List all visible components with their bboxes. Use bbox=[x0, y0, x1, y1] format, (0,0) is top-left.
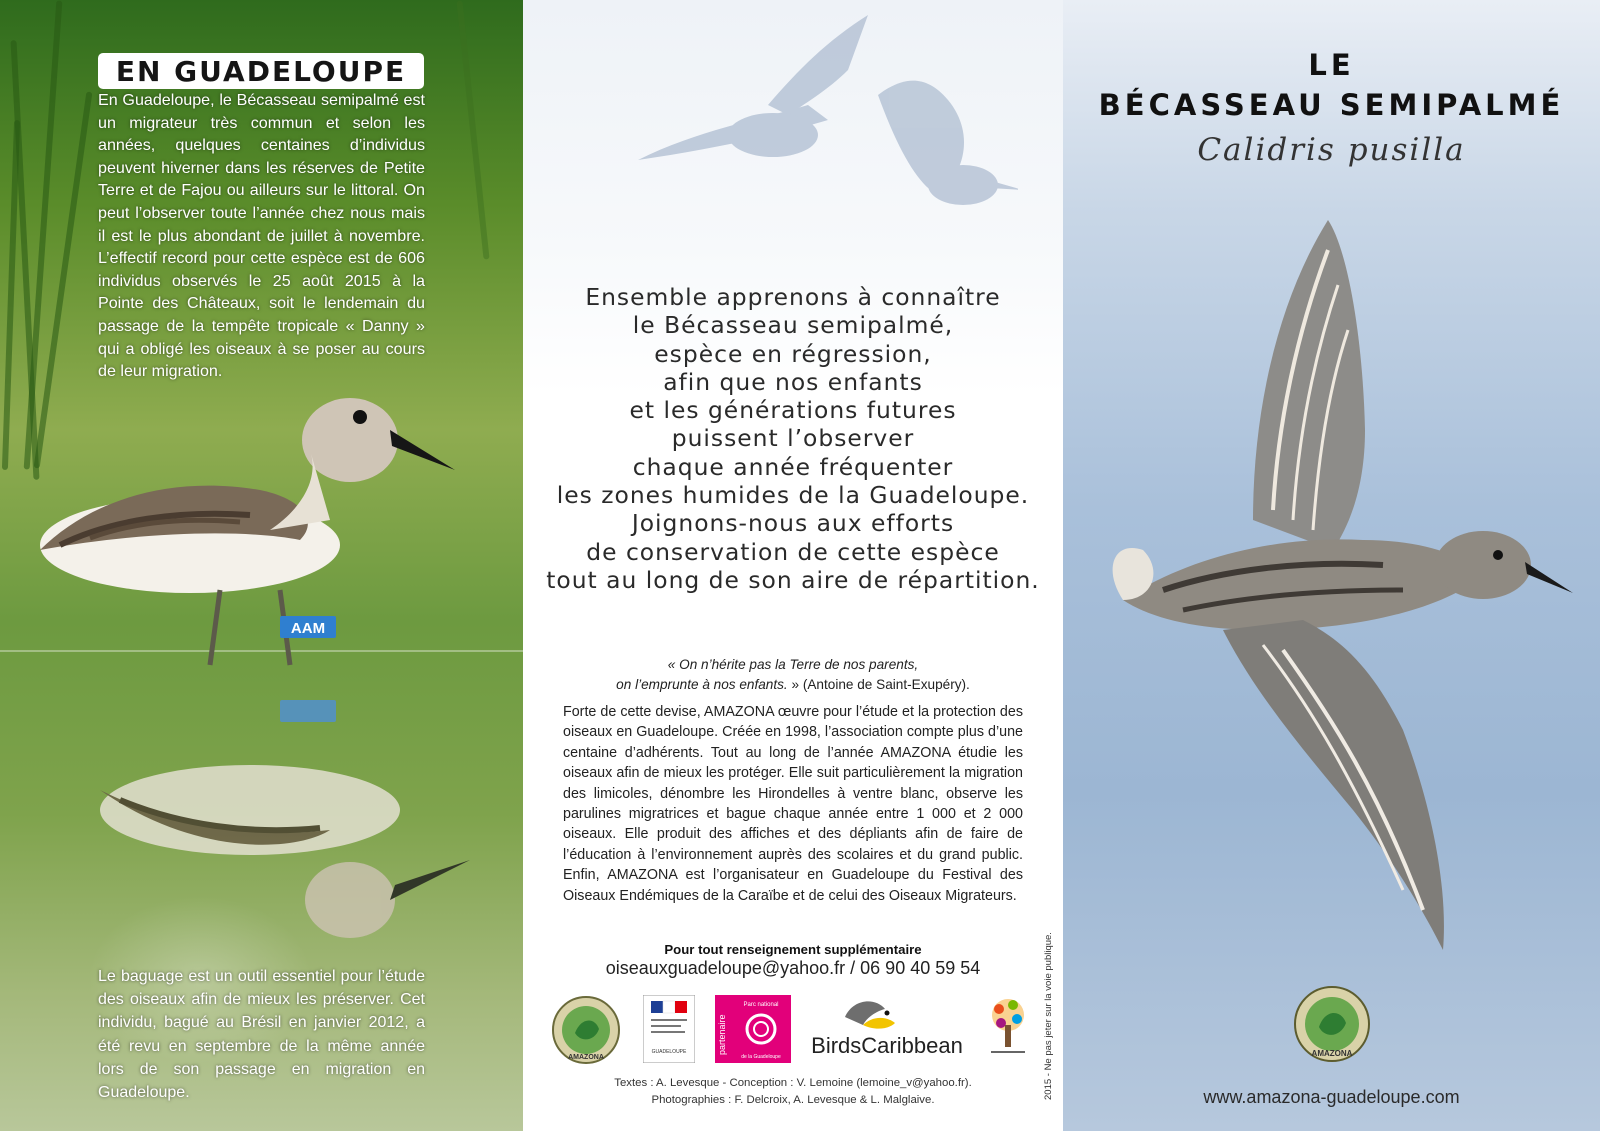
parc-top-text: Parc national bbox=[743, 1002, 779, 1008]
poem-line: Joignons-nous aux efforts bbox=[631, 509, 955, 538]
sandpiper-eye bbox=[1493, 550, 1503, 560]
poem-line: le Bécasseau semipalmé, bbox=[632, 311, 954, 340]
lower-wing bbox=[1223, 620, 1444, 950]
parc-partner-text: partenaire bbox=[717, 1014, 727, 1055]
partner-logos bbox=[543, 995, 1043, 1065]
left-title-box bbox=[98, 53, 424, 89]
ministry-logo bbox=[643, 995, 695, 1063]
left-banding-text: Le baguage est un outil essentiel pour l’étude des oiseaux afin de mieux les préserver. Cet individu, bagué au Brésil en janvier 2012, a été revu en septembre de la même année lors de son passage en migration en Guadeloupe. bbox=[98, 968, 425, 1102]
standing-sandpiper-illustration bbox=[0, 380, 523, 960]
credits-photos: Photographies : F. Delcroix, A. Levesque & L. Malglaive. bbox=[651, 1093, 935, 1106]
poem-line: et les générations futures bbox=[629, 396, 957, 425]
about-amazona: Forte de cette devise, AMAZONA œuvre pour l’étude et la protection des oiseaux en Guadeloupe. Créée en 1998, l’association compte plus d’une centaine d’adhérents. Tout au long de l’année AMAZONA étudie les oiseaux afin de mieux les protéger. Elle suit particulièrement la migration des limicoles, dénombre les Hirondelles à ventre blanc, observe les parulines migratrices et bague chaque année entre 1 000 et 2 000 oiseaux. Elle produit des affiches et des dépliants afin de faire de l’éducation à l’environnement auprès des scolaires et du grand public. Enfin, AMAZONA est l’organisateur en Guadeloupe du Festival des Oiseaux Endémiques de la Caraïbe et de celui des Oiseaux Migrateurs. bbox=[563, 704, 1023, 904]
left-panel bbox=[0, 0, 523, 1131]
birdscaribbean-text: BirdsCaribbean bbox=[811, 1033, 963, 1058]
poem-line: chaque année fréquenter bbox=[632, 452, 954, 481]
amazona-badge-text: AMAZONA bbox=[1311, 1049, 1353, 1058]
amazona-badge bbox=[1293, 985, 1371, 1063]
left-title: EN GUADELOUPE bbox=[115, 55, 407, 88]
poem-line: tout au long de son aire de répartition. bbox=[546, 565, 1040, 594]
amazona-logo bbox=[551, 995, 621, 1065]
poem-line: Ensemble apprenons à connaître bbox=[585, 283, 1001, 311]
sandpiper-leg bbox=[210, 590, 220, 665]
cover-title-species: BÉCASSEAU SEMIPALMÉ bbox=[1098, 88, 1565, 122]
bird-body bbox=[728, 113, 818, 157]
sandpiper-bill bbox=[390, 430, 455, 470]
grass-blade bbox=[456, 0, 489, 259]
parc-national-logo bbox=[715, 995, 791, 1063]
sandpiper-eye bbox=[353, 410, 367, 424]
amazona-logo-text: AMAZONA bbox=[568, 1054, 604, 1061]
quote-attribution: » (Antoine de Saint-Exupéry). bbox=[787, 677, 970, 692]
contact-email-phone[interactable]: oiseauxguadeloupe@yahoo.fr / 06 90 40 59 54 bbox=[605, 958, 981, 978]
right-panel bbox=[1063, 0, 1600, 1131]
band-code: AAM bbox=[290, 620, 326, 637]
poem bbox=[523, 283, 1063, 594]
quote-line-1: « On n’hérite pas la Terre de nos parents, bbox=[667, 657, 919, 672]
parc-bottom-text: de la Guadeloupe bbox=[741, 1054, 781, 1060]
leg-band bbox=[280, 616, 336, 638]
bird-body bbox=[928, 165, 998, 205]
bird-wing bbox=[768, 15, 868, 115]
poem-line: les zones humides de la Guadeloupe. bbox=[556, 481, 1030, 510]
quote bbox=[563, 655, 1023, 695]
cover-latin-name: Calidris pusilla bbox=[1197, 132, 1466, 168]
sandpiper-bill bbox=[1525, 562, 1573, 593]
birdscaribbean-logo bbox=[805, 995, 969, 1063]
quote-line-2: on l’emprunte à nos enfants. bbox=[616, 677, 788, 692]
cover-title-le: LE bbox=[1308, 48, 1355, 82]
flying-sandpiper-illustration bbox=[1103, 190, 1600, 960]
poem-line: afin que nos enfants bbox=[663, 367, 923, 396]
vertical-notice: 2015 - Ne pas jeter sur la voie publique. bbox=[1043, 932, 1054, 1100]
poem-line: puissent l’observer bbox=[671, 424, 915, 453]
ministry-logo-text: GUADELOUPE bbox=[651, 1049, 687, 1055]
sandpiper-body bbox=[1123, 531, 1531, 630]
sandpiper-reflection bbox=[100, 700, 470, 938]
middle-panel bbox=[523, 0, 1063, 1131]
contact-label: Pour tout renseignement supplémentaire bbox=[664, 942, 922, 957]
poem-line: de conservation de cette espèce bbox=[586, 537, 1000, 566]
credits-texts: Textes : A. Levesque - Conception : V. Lemoine (lemoine_v@yahoo.fr). bbox=[614, 1077, 972, 1089]
environment-tree-logo bbox=[983, 995, 1033, 1063]
website-link[interactable]: www.amazona-guadeloupe.com bbox=[1203, 1087, 1460, 1107]
sandpiper-body bbox=[40, 398, 398, 593]
upper-wing bbox=[1253, 220, 1365, 550]
poem-line: espèce en régression, bbox=[654, 339, 932, 368]
flying-sandpipers-illustration bbox=[578, 10, 1018, 260]
left-intro-text: En Guadeloupe, le Bécasseau semipalmé est un migrateur très commun et selon les années, quelques centaines d’individus peuvent hiverner dans les réserves de Petite Terre et de Fajou ou ailleurs sur le littoral. On peut l’observer toute l’année chez nous mais il est le plus abondant de juillet à novembre. L’effectif record pour cette espèce est de 606 individus observés le 25 août 2015 à la Pointe des Châteaux, soit le lendemain du passage de la tempête tropicale « Danny » qui a obligé les oiseaux à se poser au cours de leur migration. bbox=[98, 91, 425, 381]
credits bbox=[563, 1075, 1023, 1108]
